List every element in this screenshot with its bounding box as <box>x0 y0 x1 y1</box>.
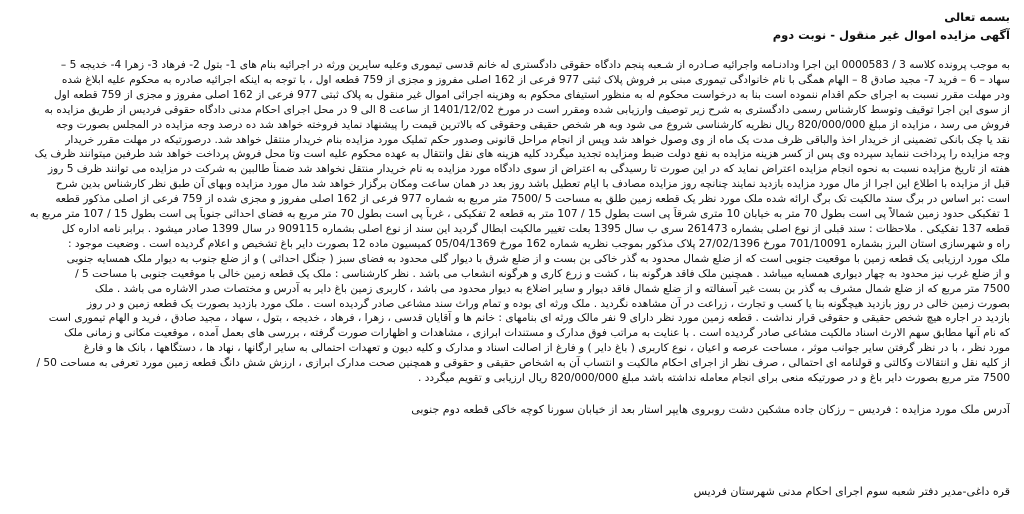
body-line: 1 تفکیکی حدود زمین شمالاً پی است بطول 70 متر به خیابان 10 متری شرقاً پی است بطول 15 / 107 متر به قطعه 2 تفکیکی ، غرباً پی است بطول 70 متر مربع به فضای احداثی جنوباً پی است بطول 15 / 107 متر مربع به <box>29 208 1010 221</box>
body-line: از کلیه نقل و انتقالات وکالتی و قولنامه ای احتمالی ، صرف نظر از اجرای احکام مالکیت و انتساب آن به اشخاص حقیقی و حقوقی و همچنین صحت مدارک ابرازی ، ارزش شش دانگ قطعه زمین مورد تعرفی به مساحت 50 / <box>36 357 1010 370</box>
body-line: نقد یا چک بانکی تضمینی از خریدار اخذ والباقی ظرف مدت یک ماه از وی وصول خواهد شد وپس از انجام مراحل قانونی وصدور حکم تملیک مورد مزایده بنام خریدار منتقل خواهد شد. درصورتیکه در مهلت مقرر خریدار <box>65 133 1010 146</box>
bismillah-heading: بسمه تعالی <box>944 10 1010 24</box>
auction-notice <box>14 8 1010 508</box>
body-line: سهاد – 6 – فرید 7- مجید صادق 8 – الهام همگی با نام خانوادگی تیموری مبنی بر فروش پلاک ثبتی 977 فرعی از 162 اصلی مفروز و مجزی از 759 قطعه اول ، با توجه به اینکه اجرائیه صادره به محکوم علیه ابلاغ شده <box>61 73 1010 86</box>
body-line: 7500 متر مربع که از ضلع شمال مشرف به گذر بن بست غیر آسفالته و از ضلع شمال فاقد دیوار و سایر اضلاع به دیوار محدود می باشد ، کاربری زمین باغ دایر به آدرس و مختصات صدر الاشاره می باشد . ملک <box>94 282 1010 295</box>
body-line: راه و شهرسازی استان البرز بشماره 701/10091 مورخ 27/02/1396 پلاک مذکور بموجب نظریه شماره 162 مورخ 05/04/1369 کمیسیون ماده 12 بصورت دایر باغ تشخیص و اعلام گردیده است . وضعیت موجود : <box>68 237 1010 250</box>
body-line: 7500 متر مربع بصورت دایر باغ و در صورتیکه منعی برای انجام معامله نداشته باشد مبلغ 820/000/000 ریال ارزیابی و تقویم میگردد . <box>417 372 1010 385</box>
body-line: فروش می رسد ، مزایده از مبلغ 820/000/000 ریال نظریه کارشناسی شروع می شود وبه هر شخص حقیقی وحقوقی که بالاترین قیمت را پیشنهاد نماید فروخته خواهد شد ده درصد وجه مزایده در المجلس بصورت وجه <box>55 118 1010 131</box>
signature: قره داغی-مدیر دفتر شعبه سوم اجرای احکام مدنی شهرستان فردیس <box>693 485 1010 498</box>
body-line: ملک مورد ارزیابی یک قطعه زمین با موقعیت جنوبی است که از ضلع شمال محدود به گذر خاکی بن بست و از ضلع شرق با دیوار گلی محدود به فضای سبز ( جنگل احداثی ) و از ضلع جنوب به دیوار ملک همسایه جنوبی <box>66 252 1010 265</box>
body-line: و از ضلع غرب نیز محدود به چهار دیواری همسایه میباشد . همچنین ملک فاقد هرگونه بنا ، کشت و زرع کاری و هرگونه انشعاب می باشد . نظر کارشناسی : ملک یک قطعه زمین خالی با موقعیت جنوبی با مساحت 5 / <box>75 267 1010 280</box>
body-line: که نام آنها مطابق سهم الارث اسناد مالکیت مشاعی صادر گردیده است . با عنایت به مراتب فوق مدارک و مستندات ابرازی ، مشاهدات و اظهارات صورت گرفته ، بررسی های بعمل آمده ، موقعیت مکانی و زمانی ملک <box>64 327 1010 340</box>
body-line: قطعه 137 تفکیکی . ملاحظات : سند قبلی از نوع اصلی بشماره 261473 سری ب سال 1395 بعلت تغییر مالکیت ابطال گردید این سند از نوع اصلی بشماره 909115 در سال 1399 صادر میشود . برابر نامه اداره کل <box>61 222 1010 235</box>
body-line: قبل از مزایده با اطلاع این اجرا از مال مورد مزایده بازدید نمایند چنانچه روز مزایده مصادف با ایام تعطیل باشد روز بعد در همان ساعت ومکان برگزار خواهد شد مال مورد مزایده وبهای آن طبق نظر کارشناس بدین شرح <box>55 178 1010 191</box>
body-line: وجه مزایده را پرداخت ننماید سپرده وی پس از کسر هزینه مزایده به نفع دولت ضبط ومزایده تجدید میگردد کلیه هزینه های نقل وانتقال به عهده محکوم علیه است وتا محل فروش پرداخت خواهد شد طرفین میتوانند ظرف یک <box>34 148 1010 161</box>
body-line: هفته از تاریخ مزایده نسبت به نحوه انجام مزایده اعتراض نماید که در این صورت تا رسیدگی به اعتراض از سوی دادگاه مورد مزایده به نام خریدار منتقل نخواهد شد ضمناً طالبین به شرکت در مزایده می توانند ظرف 5 روز <box>47 163 1010 176</box>
notice-title: آگهی مزایده اموال غیر منقول - نوبت دوم <box>772 28 1010 42</box>
notice-body <box>14 58 1010 386</box>
body-line: به موجب پرونده کلاسه 3 / 0000583 این اجرا ودادنـامه واجرائیه صـادره از شـعبه پنجم دادگاه حقوقی دادگستری له خانم قدسی تیموری وعلیه سایرین ورثه در اجرائیه بنام های 1- بتول 2- فرهاد 3- زهرا 4- خدیجه 5 – <box>60 59 1010 71</box>
body-line: مورد نظر ، با در نظر گرفتن سایر جوانب موثر ، مساحت عرصه و اعیان ، نوع کاربری ( باغ دایر ) و فارغ از اصالت اسناد و مدارک و کلیه دیون و تعهدات احتمالی به سایر ارگانها ، نهاد ها ، دستگاهها ، بانک ها و فارغ <box>83 342 1010 355</box>
body-line: از سوی این اجرا توقیف وتوسط کارشناس رسمی دادگستری به شرح زیر توصیف وارزیابی شده ومقرر است در مورخ 1401/12/02 از ساعت 8 الی 9 در محل اجرای احکام مدنی دادگاه حقوقی فردیس از طریق مزایده به <box>44 103 1010 116</box>
body-line: بصورت زمین خالی در روز بازدید هیچگونه بنا یا کسب و تجارت ، زراعت در آن مشاهده نگردید . ملک ورثه ای بوده و تمام وراث سند مشاعی صادر گردیده است . ملک مورد بازدید بصورت یک قطعه زمین و در روز <box>87 297 1010 310</box>
body-line: است :بر اساس در برگ سند مالکیت تک برگ ارائه شده ملک مورد نظر یک قطعه زمین طلق به مساحت 5 /7500 متر مربع به شماره 977 فرعی از 162 اصلی مفروز و مجزی شده از 759 فرعی از اصلی مذکور قطعه <box>55 193 1010 206</box>
body-line: بازدید در اجاره هیچ شخص حقیقی و حقوقی قرار نداشت . قطعه زمین مورد نظر دارای 9 نفر مالک ورثه ای بنامهای : خانم ها و آقایان قدسی ، زهرا ، فرهاد ، خدیجه ، بتول ، سهاد ، مجید صادق ، فرید و الهام تیموری است <box>48 312 1010 325</box>
body-line: ودر مهلت مقرر نسبت به اجرای حکم اقدام ننموده است بنا به درخواست محکوم له به منظور استیفای محکوم به وهزینه اجرائی اموال غیر منقول به پلاک ثبتی 977 فرعی از 162 اصلی مفروز و مجزی از 759 قطعه اول <box>53 88 1010 101</box>
property-address: آدرس ملک مورد مزایده : فردیس – رزکان جاده مشکین دشت روبروی هایپر استار بعد از خیابان سورنا کوچه خاکی قطعه دوم جنوبی <box>411 402 1010 416</box>
